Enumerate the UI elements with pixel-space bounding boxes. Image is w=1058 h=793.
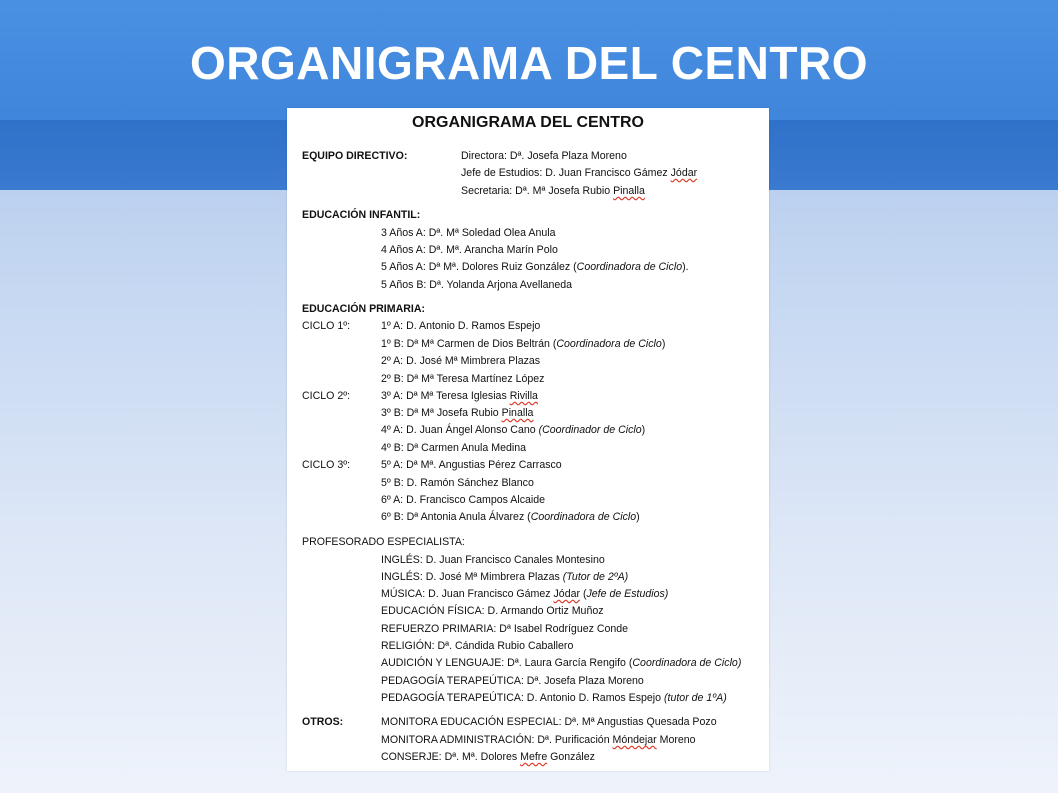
list-item: 3º B: Dª Mª Josefa Rubio Pinalla: [381, 407, 534, 419]
list-item: PEDAGOGÍA TERAPEÚTICA: Dª. Josefa Plaza Moreno: [381, 675, 644, 687]
section-heading-otros: OTROS:: [302, 716, 344, 728]
list-item: 5º B: D. Ramón Sánchez Blanco: [381, 477, 534, 489]
list-item: 6º B: Dª Antonia Anula Álvarez (Coordinadora de Ciclo): [381, 511, 640, 523]
list-item: MONITORA ADMINISTRACIÓN: Dª. Purificación Móndejar Moreno: [381, 734, 696, 746]
section-heading-equipo: EQUIPO DIRECTIVO:: [302, 150, 408, 162]
list-item: INGLÉS: D. José Mª Mimbrera Plazas (Tutor de 2ºA): [381, 571, 629, 583]
cycle-label: CICLO 3º:: [302, 459, 351, 471]
list-item: PEDAGOGÍA TERAPEÚTICA: D. Antonio D. Ramos Espejo (tutor de 1ºA): [381, 692, 727, 704]
section-heading-infantil: EDUCACIÓN INFANTIL:: [302, 209, 421, 221]
list-item: MÚSICA: D. Juan Francisco Gámez Jódar (Jefe de Estudios): [381, 588, 669, 600]
list-item: EDUCACIÓN FÍSICA: D. Armando Ortiz Muñoz: [381, 605, 604, 617]
list-item: 3 Años A: Dª. Mª Soledad Olea Anula: [381, 227, 556, 239]
list-item: 1º B: Dª Mª Carmen de Dios Beltrán (Coordinadora de Ciclo): [381, 338, 666, 350]
list-item: Jefe de Estudios: D. Juan Francisco Gámez Jódar: [461, 167, 698, 179]
list-item: 5 Años B: Dª. Yolanda Arjona Avellaneda: [381, 279, 573, 291]
list-item: 1º A: D. Antonio D. Ramos Espejo: [381, 320, 541, 332]
list-item: Secretaria: Dª. Mª Josefa Rubio Pinalla: [461, 185, 645, 197]
cycle-label: CICLO 2º:: [302, 390, 351, 402]
section-heading-primaria: EDUCACIÓN PRIMARIA:: [302, 303, 426, 315]
list-item: 6º A: D. Francisco Campos Alcaide: [381, 494, 546, 506]
org-chart-document: [287, 108, 769, 771]
list-item: 4 Años A: Dª. Mª. Arancha Marín Polo: [381, 244, 558, 256]
list-item: 2º A: D. José Mª Mimbrera Plazas: [381, 355, 541, 367]
list-item: REFUERZO PRIMARIA: Dª Isabel Rodríguez Conde: [381, 623, 629, 635]
list-item: INGLÉS: D. Juan Francisco Canales Montesino: [381, 554, 605, 566]
list-item: RELIGIÓN: Dª. Cándida Rubio Caballero: [381, 640, 574, 652]
list-item: 2º B: Dª Mª Teresa Martínez López: [381, 373, 545, 385]
slide-title: ORGANIGRAMA DEL CENTRO: [190, 37, 868, 89]
list-item: AUDICIÓN Y LENGUAJE: Dª. Laura García Rengifo (Coordinadora de Ciclo): [381, 657, 742, 669]
list-item: 3º A: Dª Mª Teresa Iglesias Rivilla: [381, 390, 538, 402]
list-item: 5º A: Dª Mª. Angustias Pérez Carrasco: [381, 459, 562, 471]
list-item: 4º A: D. Juan Ángel Alonso Cano (Coordinador de Ciclo): [381, 424, 646, 436]
document-title: ORGANIGRAMA DEL CENTRO: [412, 114, 644, 131]
list-item: 5 Años A: Dª Mª. Dolores Ruiz González (Coordinadora de Ciclo).: [381, 261, 689, 273]
list-item: Directora: Dª. Josefa Plaza Moreno: [461, 150, 627, 162]
cycle-label: CICLO 1º:: [302, 320, 351, 332]
list-item: CONSERJE: Dª. Mª. Dolores Mefre González: [381, 751, 595, 763]
list-item: MONITORA EDUCACIÓN ESPECIAL: Dª. Mª Angustias Quesada Pozo: [381, 716, 717, 728]
list-item: 4º B: Dª Carmen Anula Medina: [381, 442, 526, 454]
section-heading-especialista: PROFESORADO ESPECIALISTA:: [302, 536, 465, 548]
